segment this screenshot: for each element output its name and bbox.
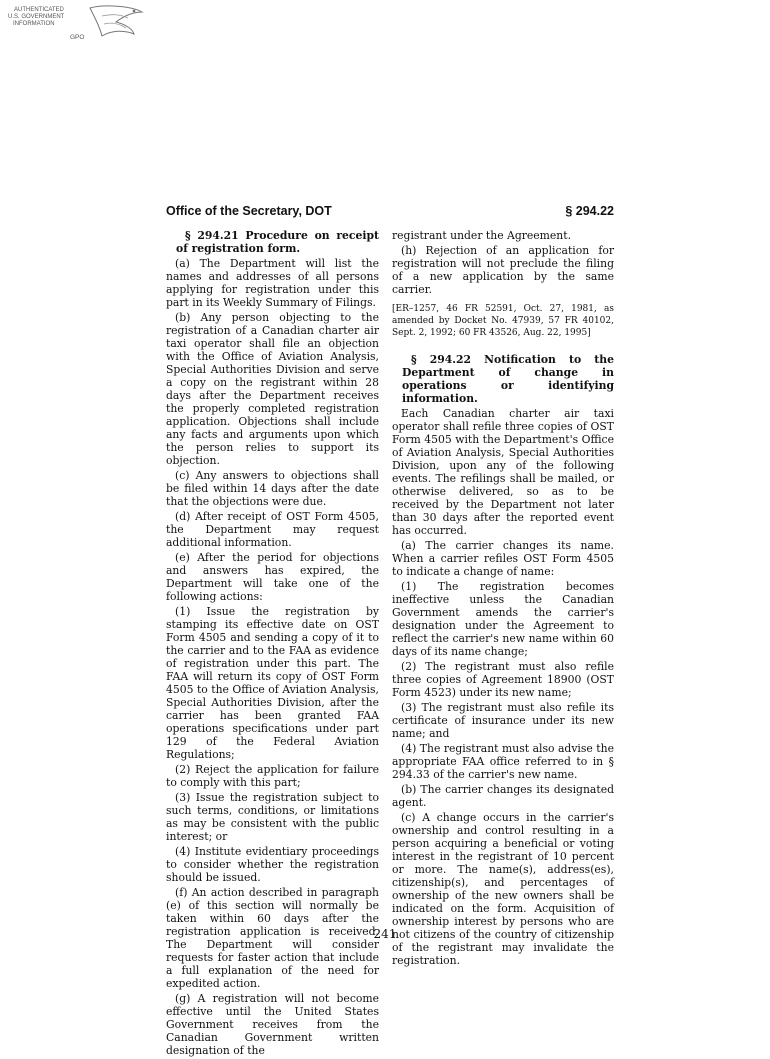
section-294-22-heading: § 294.22 Notification to the Department of change in operations or identifying information. [402, 353, 614, 405]
paragraph-g: (g) A registration will not become effective until the United States Government receives from the Canadian Government written designation of the [166, 992, 379, 1057]
paragraph-a-1: (1) The registration becomes ineffective unless the Canadian Government amends the carrier's designation under the Agreement to reflect the carrier's new name within 60 days of its name change; [392, 580, 614, 658]
paragraph-e-3: (3) Issue the registration subject to such terms, conditions, or limitations as may be consistent with the public interest; or [166, 791, 379, 843]
paragraph-a-3: (3) The registrant must also refile its certificate of insurance under its new name; and [392, 701, 614, 740]
paragraph-e-1: (1) Issue the registration by stamping its effective date on OST Form 4505 and sending a copy of it to the carrier and to the FAA as evidence of registration under this part. The FAA will return its copy of OST Form 4505 to the Office of Aviation Analysis, Special Authorities Division, after the carrier has been granted FAA operations specifications under part 129 of the Federal Aviation Regulations; [166, 605, 379, 761]
paragraph-e-4: (4) Institute evidentiary proceedings to consider whether the registration should be issued. [166, 845, 379, 884]
paragraph-g-continued: registrant under the Agreement. [392, 229, 572, 242]
paragraph-b-agent: (b) The carrier changes its designated agent. [392, 783, 614, 809]
header-section-number: § 294.22 [565, 204, 614, 218]
paragraph-c: (c) Any answers to objections shall be filed within 14 days after the date that the objections were due. [166, 469, 379, 508]
paragraph-a: (a) The Department will list the names and addresses of all persons applying for registration under this part in its Weekly Summary of Filings. [166, 257, 379, 309]
seal-text-line3: INFORMATION [13, 21, 55, 27]
paragraph-a-name-change: (a) The carrier changes its name. When a carrier refiles OST Form 4505 to indicate a change of name: [392, 539, 614, 578]
paragraph-e-2: (2) Reject the application for failure to comply with this part; [166, 763, 379, 789]
header-agency: Office of the Secretary, DOT [166, 204, 332, 218]
page-number: 241 [373, 927, 397, 941]
gpo-authentication-seal [4, 2, 154, 48]
paragraph-c-ownership: (c) A change occurs in the carrier's ownership and control resulting in a person acquiring a beneficial or voting interest in the registrant of 10 percent or more. The name(s), address(es), citizenship(s), and percentages of ownership of the new owners shall be indicated on the form. Acquisition of ownership interest by persons who are not citizens of the country of citizenship of the registrant may invalidate the registration. [392, 811, 614, 967]
source-citation: [ER–1257, 46 FR 52591, Oct. 27, 1981, as amended by Docket No. 47939, 57 FR 40102, Sept. 2, 1992; 60 FR 43526, Aug. 22, 1995] [392, 304, 614, 338]
gpo-eagle-icon [4, 2, 154, 48]
paragraph-f: (f) An action described in paragraph (e) of this section will normally be taken within 60 days after the registration application is received. The Department will consider requests for faster action that include a full explanation of the need for expedited action. [166, 886, 379, 990]
paragraph-a-4: (4) The registrant must also advise the appropriate FAA office referred to in § 294.33 of the carrier's new name. [392, 742, 614, 781]
paragraph-b: (b) Any person objecting to the registration of a Canadian charter air taxi operator shall file an objection with the Office of Aviation Analysis, Special Authorities Division and serve a copy on the registrant within 28 days after the Department receives the properly completed registration application. Objections shall include any facts and arguments upon which the person relies to support its objection. [166, 311, 379, 467]
seal-text-gpo: GPO [70, 34, 85, 41]
paragraph-e: (e) After the period for objections and answers has expired, the Department will take one of the following actions: [166, 551, 379, 603]
paragraph-a-2: (2) The registrant must also refile three copies of Agreement 18900 (OST Form 4523) under its new name; [392, 660, 614, 699]
right-column [392, 229, 614, 969]
paragraph-h: (h) Rejection of an application for registration will not preclude the filing of a new application by the same carrier. [392, 244, 614, 296]
seal-text-line1: AUTHENTICATED [14, 7, 64, 13]
paragraph-d: (d) After receipt of OST Form 4505, the Department may request additional information. [166, 510, 379, 549]
section-294-21-heading: § 294.21 Procedure on receipt of registration form. [176, 229, 379, 255]
seal-text-line2: U.S. GOVERNMENT [8, 14, 65, 20]
paragraph-intro: Each Canadian charter air taxi operator shall refile three copies of OST Form 4505 with the Department's Office of Aviation Analysis, Special Authorities Division, upon any of the following events. The refilings shall be mailed, or otherwise delivered, so as to be received by the Department not later than 30 days after the reported event has occurred. [392, 407, 614, 537]
